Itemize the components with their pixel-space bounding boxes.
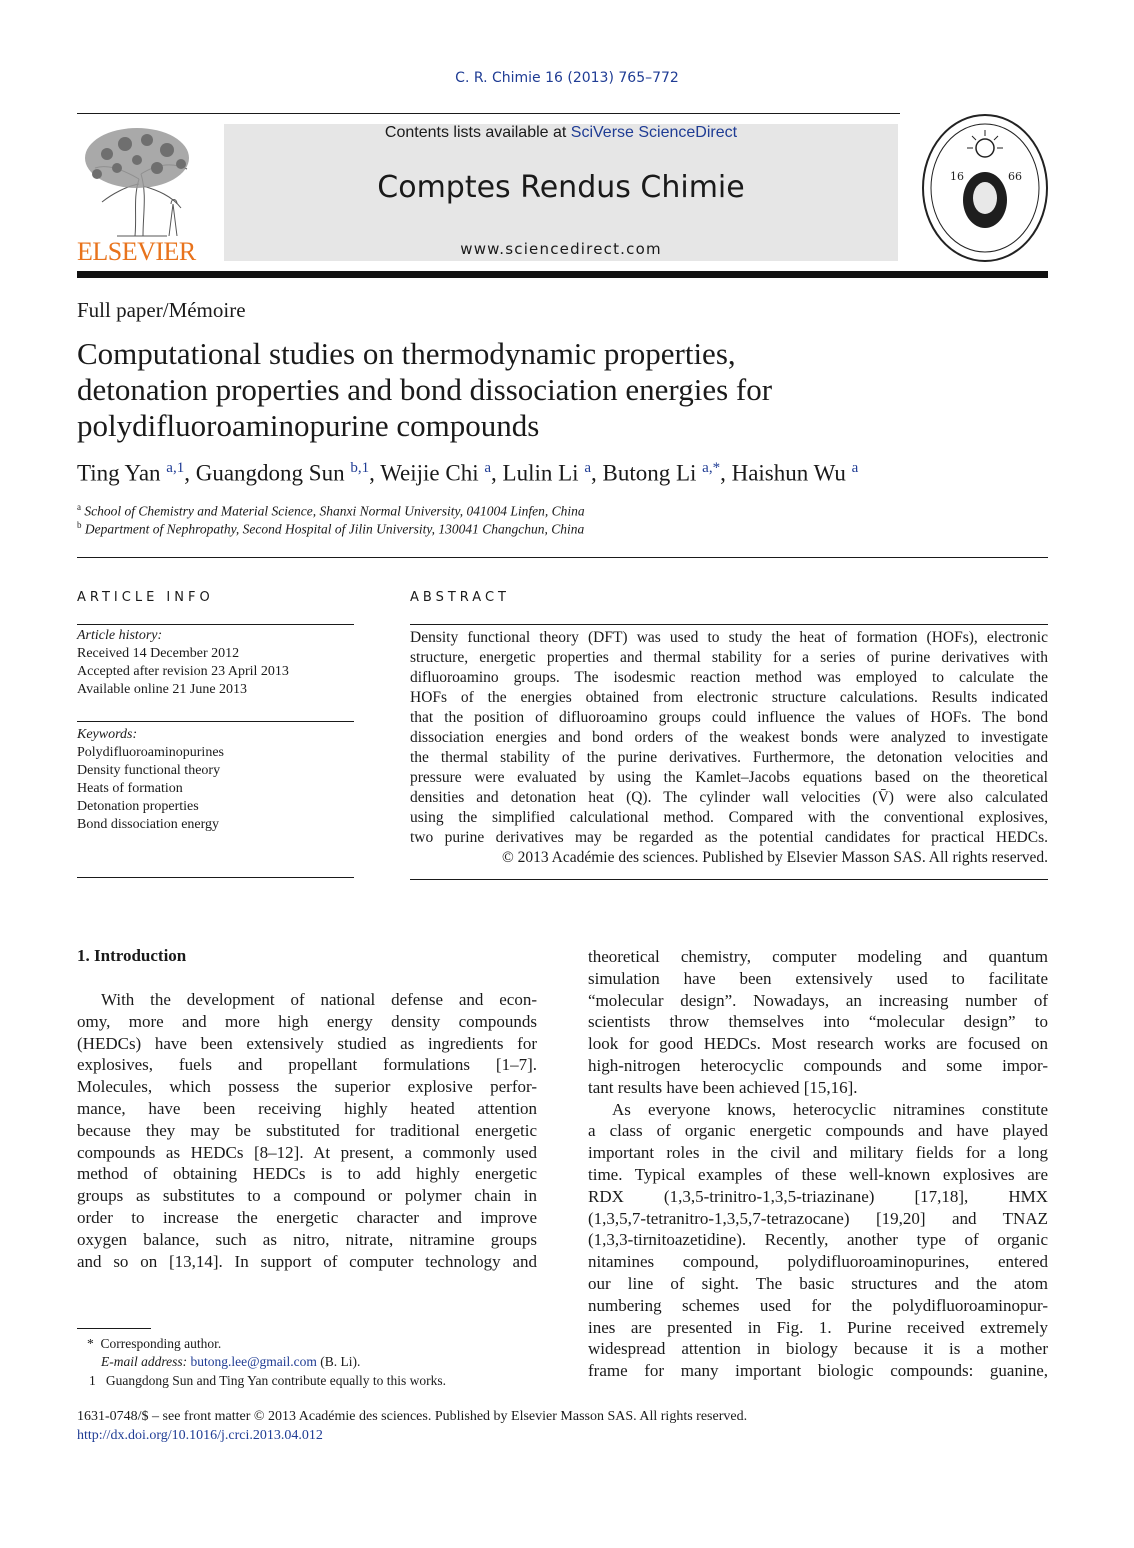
article-title <box>77 336 977 444</box>
author-affiliation-mark[interactable]: a,* <box>702 460 721 476</box>
author-name: Guangdong Sun <box>195 460 345 486</box>
keyword: Detonation properties <box>77 799 199 814</box>
header-top-rule <box>77 113 900 114</box>
keyword: Density functional theory <box>77 763 221 778</box>
footnote-equal-contribution <box>89 1373 446 1389</box>
body-line: (HEDCs) have been extensively studied as ingredients for <box>77 1033 537 1053</box>
body-line: high-nitrogen heterocyclic compounds and some impor- <box>588 1055 1048 1075</box>
journal-title: Comptes Rendus Chimie <box>377 170 745 205</box>
body-line: With the development of national defense and econ- <box>101 990 537 1009</box>
sciencedirect-link[interactable]: SciVerse ScienceDirect <box>570 124 738 141</box>
abstract-line: difluoroamino groups. The isodesmic reaction method was employed to calculate the <box>410 669 1048 686</box>
issn-line: 1631-0748/$ – see front matter © 2013 Académie des sciences. Published by Elsevier Masson SAS. All rights reserved. <box>77 1409 748 1424</box>
affiliation-text: Department of Nephropathy, Second Hospital of Jilin University, 130041 Changchun, China <box>84 521 585 537</box>
title-line: Computational studies on thermodynamic properties, <box>77 336 736 371</box>
abstract-rule <box>410 624 1048 625</box>
body-line: explosives, fuels and propellant formulations [1–7]. <box>77 1055 537 1075</box>
intro-right-column <box>588 946 1048 1382</box>
keyword: Heats of formation <box>77 781 183 796</box>
keyword: Bond dissociation energy <box>77 817 220 832</box>
footnote-text: Guangdong Sun and Ting Yan contribute equally to this works. <box>105 1373 447 1388</box>
contents-prefix: Contents lists available at <box>384 124 571 141</box>
body-line: groups as substitutes to a compound or polymer chain in <box>77 1186 537 1206</box>
header-thick-rule <box>77 271 1048 278</box>
journal-reference[interactable]: C. R. Chimie 16 (2013) 765–772 <box>455 70 679 86</box>
author-name: Lulin Li <box>502 460 579 486</box>
body-line: and so on [13,14]. In support of computer technology and <box>77 1251 537 1271</box>
body-line: (1,3,5,7-tetranitro-1,3,5,7-tetrazocane) [19,20] and TNAZ <box>588 1208 1048 1228</box>
journal-url[interactable]: www.sciencedirect.com <box>460 240 662 258</box>
body-line: our line of sight. The basic structures and the atom <box>588 1273 1048 1293</box>
body-line: scientists throw themselves into “molecular design” to <box>588 1012 1048 1032</box>
body-line: omy, more and more high energy density compounds <box>77 1011 537 1031</box>
body-line: method of obtaining HEDCs is to add highly energetic <box>77 1164 537 1184</box>
intro-left-column <box>77 989 537 1272</box>
body-line: time. Typical examples of these well-known explosives are <box>588 1164 1048 1184</box>
abstract-line: HOFs of the energies obtained from electronic structure calculations. Results indicated <box>410 689 1048 706</box>
body-line: Molecules, which possess the superior explosive perfor- <box>77 1077 537 1097</box>
body-line: widespread attention in biology because it is a mother <box>588 1339 1048 1359</box>
body-line: numbering schemes used for the polydifluoroaminopur- <box>588 1295 1048 1315</box>
doi-link[interactable]: http://dx.doi.org/10.1016/j.crci.2013.04.012 <box>77 1428 323 1443</box>
author-affiliation-mark[interactable]: a <box>584 460 591 476</box>
footnote-corresponding <box>87 1336 221 1352</box>
keywords-rule <box>77 721 354 722</box>
abstract-line: two purine derivatives may be regarded as the potential candidates for practical HEDCs. <box>410 829 1048 846</box>
abstract-heading: ABSTRACT <box>410 590 510 605</box>
abstract-line: pressure were evaluated by using the Kamlet–Jacobs equations based on the theoretical <box>410 769 1048 786</box>
elsevier-wordmark: ELSEVIER <box>77 237 196 266</box>
body-line: look for good HEDCs. Most research works are focused on <box>588 1034 1048 1054</box>
abstract-line: that the position of difluoroamino groups could influence the values of HOFs. The bond <box>410 709 1048 726</box>
body-line: because they may be substituted for traditional energetic <box>77 1120 537 1140</box>
abstract-text <box>410 628 1048 868</box>
title-line: detonation properties and bond dissociation energies for <box>77 372 773 407</box>
author-affiliation-mark[interactable]: a <box>851 460 859 476</box>
abstract-line: Density functional theory (DFT) was used to study the heat of formation (HOFs), electronic <box>410 629 1048 646</box>
history-received: Received 14 December 2012 <box>77 646 240 661</box>
author-name: Butong Li <box>602 460 697 486</box>
elsevier-tree-logo <box>77 124 203 242</box>
body-line: As everyone knows, heterocyclic nitramines constitute <box>612 1099 1048 1119</box>
keywords-label: Keywords: <box>77 727 138 742</box>
article-info-bottom-rule <box>77 877 354 878</box>
body-line: compounds as HEDCs [8–12]. At present, a commonly used <box>77 1142 537 1162</box>
abstract-line: using the simplified calculational method. Compared with the conventional explosives, <box>410 809 1048 826</box>
abstract-line: the thermal stability of the purine derivatives. Furthermore, the detonation velocities and <box>410 749 1048 766</box>
body-line: (1,3,3-tirnitoazetidine). Recently, another type of organic <box>588 1230 1048 1250</box>
seal-year-left: 16 <box>950 170 964 183</box>
body-line: a class of organic energetic compounds and have played <box>588 1121 1048 1141</box>
body-line: important roles in the civil and military fields for a long <box>588 1143 1048 1163</box>
seal-year-right: 66 <box>1008 170 1022 183</box>
article-info-rule <box>77 624 354 625</box>
abstract-line: densities and detonation heat (Q). The cylinder wall velocities (V̄) were also calculated <box>410 789 1048 806</box>
author-name: Ting Yan <box>77 460 161 486</box>
article-info-heading: ARTICLE INFO <box>77 590 214 605</box>
body-line: tant results have been achieved [15,16]. <box>588 1077 858 1097</box>
body-line: mance, have been receiving highly heated attention <box>77 1098 537 1118</box>
affiliation-b <box>77 520 584 538</box>
section-heading-introduction: 1. Introduction <box>77 946 187 965</box>
paper-type: Full paper/Mémoire <box>77 298 246 322</box>
body-line: frame for many important biologic compounds: guanine, <box>588 1361 1048 1381</box>
email-label: E-mail address: <box>101 1354 188 1369</box>
footnote-email <box>101 1354 360 1370</box>
affiliation-mark: a <box>77 502 81 512</box>
article-history <box>77 627 289 699</box>
footnote-rule <box>77 1328 151 1329</box>
body-line: “molecular design”. Nowadays, an increasing number of <box>588 990 1048 1010</box>
abstract-copyright: © 2013 Académie des sciences. Published by Elsevier Masson SAS. All rights reserved. <box>501 849 1048 866</box>
keyword: Polydifluoroaminopurines <box>77 745 224 760</box>
author-affiliation-mark[interactable]: a <box>484 460 492 476</box>
author-list: Ting Yan $^{a,1}$, Guangdong Sun $^{b,1}$, Weijie Chi $^a$, Lulin Li $^a$, Butong Li $^{a,*}$, Haishun Wu $^a$ <box>77 460 859 486</box>
author-name: Weijie Chi <box>380 460 479 486</box>
body-line: oxygen balance, such as nitro, nitrate, nitramine groups <box>77 1229 537 1249</box>
body-line: order to increase the energetic character and improve <box>77 1207 537 1227</box>
footnote-text: Corresponding author. <box>100 1336 222 1351</box>
email-link[interactable]: butong.lee@gmail.com <box>190 1354 317 1369</box>
title-line: polydifluoroaminopurine compounds <box>77 408 540 443</box>
contents-availability <box>224 124 898 142</box>
footnote-mark: 1 <box>89 1373 96 1388</box>
affiliation-divider <box>77 557 1048 558</box>
abstract-line: dissociation energies and bond orders of the weakest bonds were analyzed to investigate <box>410 729 1048 746</box>
history-accepted: Accepted after revision 23 April 2013 <box>77 664 289 679</box>
body-line: simulation have been extensively used to facilitate <box>588 968 1048 988</box>
abstract-line: structure, energetic properties and thermal stability for a series of purine derivatives with <box>410 649 1048 666</box>
body-line: nitamines compound, polydifluoroaminopurines, entered <box>588 1252 1048 1272</box>
abstract-bottom-rule <box>410 879 1048 880</box>
email-suffix: (B. Li). <box>320 1354 361 1369</box>
footnote-mark: * <box>87 1336 94 1351</box>
body-line: theoretical chemistry, computer modeling and quantum <box>588 947 1048 966</box>
body-line: RDX (1,3,5-trinitro-1,3,5-triazinane) [17,18], HMX <box>588 1186 1048 1206</box>
keywords-block <box>77 726 224 834</box>
affiliation-mark: b <box>77 520 82 530</box>
author-affiliation-mark[interactable]: b,1 <box>350 460 370 476</box>
affiliation-text: School of Chemistry and Material Science, Shanxi Normal University, 041004 Linfen, China <box>84 503 585 519</box>
affiliation-a <box>77 502 585 520</box>
author-name: Haishun Wu <box>731 460 846 486</box>
body-line: ines are presented in Fig. 1. Purine received extremely <box>588 1317 1048 1337</box>
journal-banner <box>224 124 898 261</box>
history-online: Available online 21 June 2013 <box>77 682 248 697</box>
academie-seal-logo <box>920 112 1050 264</box>
history-label: Article history: <box>77 628 163 643</box>
author-affiliation-mark[interactable]: a,1 <box>166 460 185 476</box>
